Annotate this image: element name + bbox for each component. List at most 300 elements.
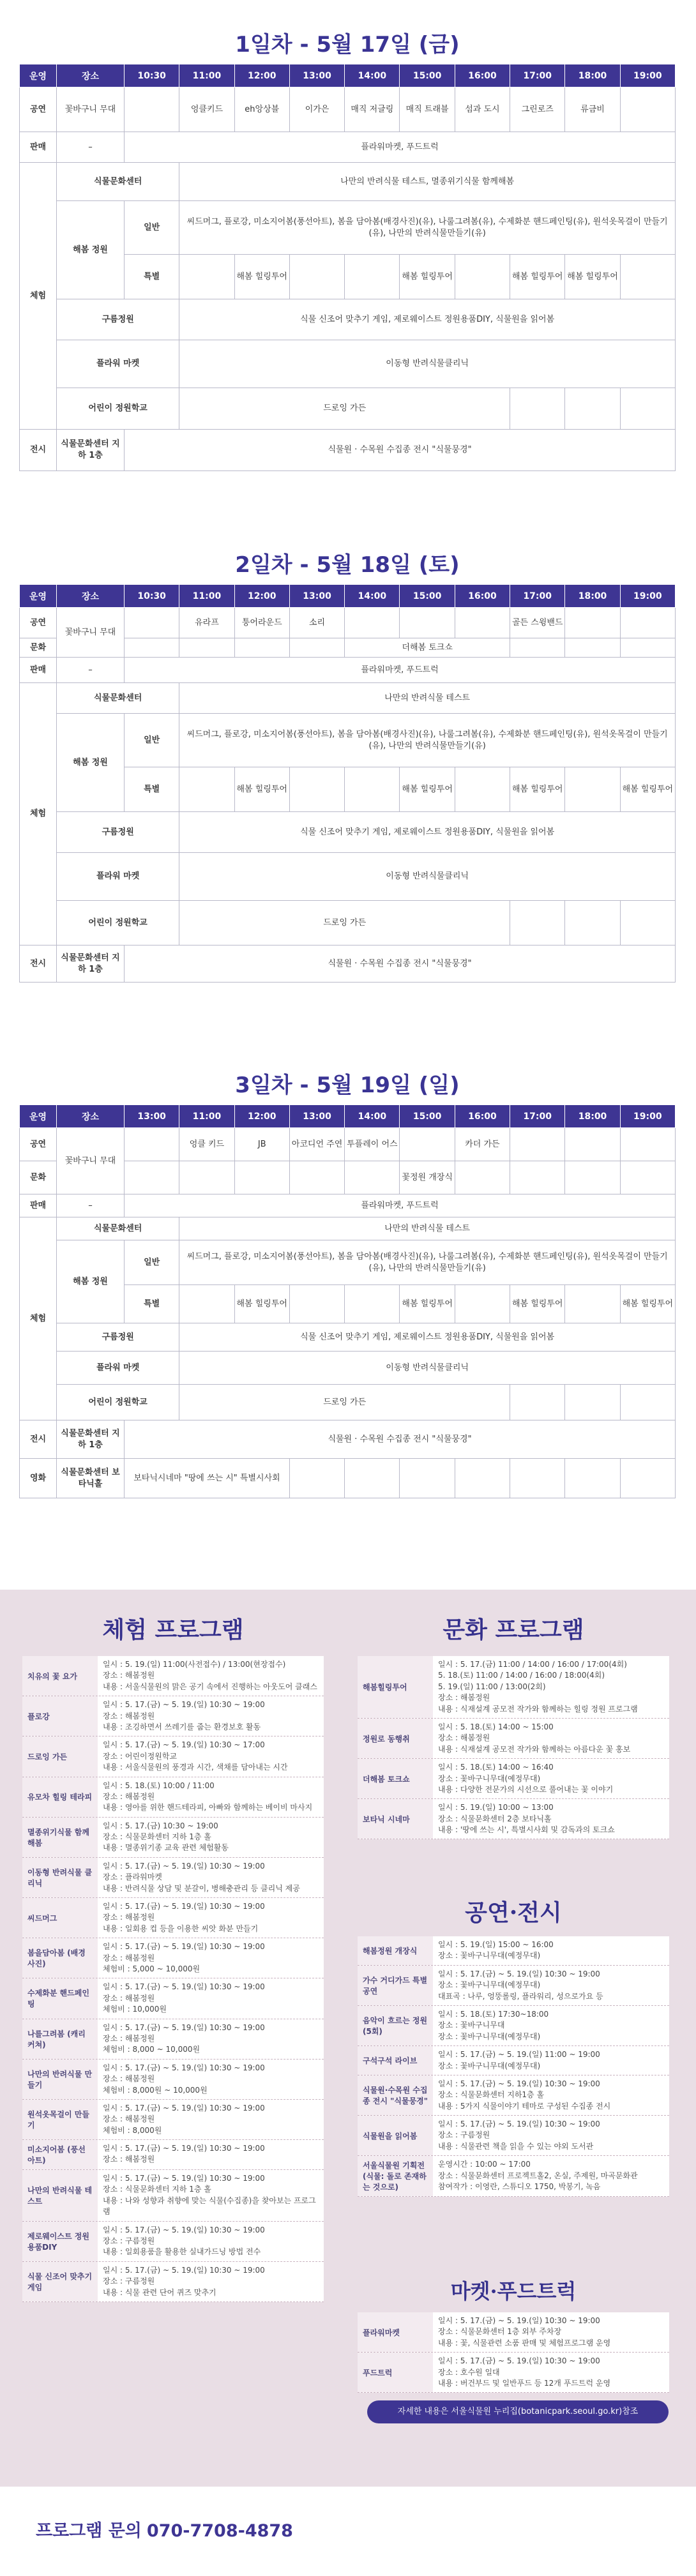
slot-cell [289,1161,344,1194]
program-detail: 일시 : 5. 17.(금) ~ 5. 19.(일) 10:30 ~ 19:00 장소 : 해봄정원 체험비 : 8,000원 ~ 10,000원 [103,2063,265,2095]
program-row [22,1777,324,1818]
col-header: 15:00 [400,1105,455,1128]
slot-cell: 해봄 힐링투어 [234,1285,289,1323]
table-row [20,1194,676,1217]
place-cell: – [57,1194,125,1217]
program-row [358,2006,669,2046]
slot-cell [234,638,289,658]
slot-cell [345,608,400,638]
place-cell: 식물문화센터 지하 1층 [57,1420,125,1459]
category-cell: 전시 [20,430,57,471]
program-name: 보타닉 시네마 [358,1799,433,1839]
category-cell: 판매 [20,132,57,163]
slot-cell [620,1385,675,1420]
span-cell: 식물원 · 수목원 수집종 전시 "식물뭉경" [125,430,676,471]
slot-cell: 이가은 [289,87,344,132]
category-cell: 체험 [20,1217,57,1420]
program-row [22,1736,324,1777]
slot-cell: 해봄 힐링투어 [234,767,289,812]
program-row [358,2075,669,2116]
table-header-row [20,1105,676,1128]
program-detail: 일시 : 5. 17.(금) ~ 5. 19.(일) 10:30 ~ 19:00 장소 : 해봄정원 체험비 : 8,000 ~ 10,000원 [103,2022,265,2054]
program-row [22,2100,324,2140]
col-header: 운영 [20,1105,57,1128]
place-cell: 식물문화센터 [57,683,179,714]
col-header: 19:00 [620,585,675,608]
col-header: 15:00 [400,585,455,608]
slot-cell [620,255,675,299]
col-header: 장소 [57,64,125,87]
slot-cell: 골든 스윙밴드 [510,608,565,638]
contact-line [36,2517,293,2542]
program-row [22,1858,324,1898]
col-header: 13:00 [289,585,344,608]
slot-cell [400,1459,455,1498]
slot-cell: 해봄 힐링투어 [510,255,565,299]
program-detail: 일시 : 5. 18.(토) 14:00 ~ 16:40 장소 : 꽃바구니무대(예정무대) 내용 : 다양한 전문가의 시선으로 풀어내는 꽃 이야기 [438,1763,614,1794]
slot-cell [455,767,510,812]
span-cell: 플라워마켓, 푸드트럭 [125,132,676,163]
span-cell: 드로잉 가든 [179,1385,510,1420]
program-name: 해봄정원 개장식 [358,1936,433,1965]
program-detail: 운영시간 : 10:00 ~ 17:00 장소 : 식물문화센터 프로젝트홀2, 온실, 주제원, 마곡문화관 참여작가 : 이영란, 스튜디오 1750, 박봉기, 녹음 [438,2160,638,2192]
col-header: 12:00 [234,585,289,608]
table-row [20,901,676,945]
slot-cell [565,767,620,812]
program-detail: 일시 : 5. 17.(금) ~ 5. 19.(일) 10:30 ~ 19:00 장소 : 해봄정원 체험비 : 5,000 ~ 10,000원 [103,1942,265,1973]
col-header: 18:00 [565,585,620,608]
place-cell: 식물문화센터 지하 1층 [57,430,125,471]
program-detail: 일시 : 5. 17.(금) ~ 5. 19.(일) 10:30 ~ 19:00 장소 : 해봄정원 내용 : 일회용 컵 등을 이용한 씨앗 화분 만들기 [103,1902,265,1933]
span-cell: 씨드머그, 플로강, 미소지어봄(풍선아트), 봄을 담아봄(배경사진)(유), 나룰그려봄(유), 수제화분 핸드페인팅(유), 원석옷목걸이 만들기(유), 나만의 반려식물만들기(유) [179,1240,676,1285]
program-row [22,2019,324,2060]
col-header: 10:30 [125,585,179,608]
category-cell: 영화 [20,1459,57,1498]
slot-cell: 해봄 힐링투어 [400,1285,455,1323]
program-row [22,2170,324,2222]
slot-cell [510,1128,565,1161]
program-name: 음악이 흐르는 정원(5회) [358,2006,433,2045]
performance-title: 공연·전시 [465,1899,562,1926]
table-row [20,1385,676,1420]
market-panel [358,2273,669,2394]
table-row [20,658,676,683]
slot-cell: 소리 [289,608,344,638]
table-row [20,1459,676,1498]
program-name: 더해봄 토크쇼 [358,1759,433,1798]
schedule-table [19,1104,676,1498]
span-cell: 식물원 · 수목원 수집종 전시 "식물뭉경" [125,1420,676,1459]
slot-cell [510,638,565,658]
slot-cell [565,608,620,638]
program-name: 푸드트럭 [358,2353,433,2392]
col-header: 13:00 [289,1105,344,1128]
col-header: 장소 [57,585,125,608]
program-row [358,2312,669,2353]
slot-cell: 해봄 힐링투어 [620,1285,675,1323]
table-row [20,1420,676,1459]
col-header: 17:00 [510,1105,565,1128]
slot-cell [620,1128,675,1161]
program-name: 드로잉 가든 [22,1736,98,1776]
col-header: 13:00 [289,64,344,87]
program-detail: 일시 : 5. 17.(금) ~ 5. 19.(일) 10:30 ~ 17:00 장소 : 어린이정원학교 내용 : 서울식물원의 풍경과 시간, 색채를 담아내는 시간 [103,1740,288,1772]
program-row [358,2353,669,2393]
slot-cell: 해봄 힐링투어 [400,255,455,299]
program-name: 식물 신조어 맞추기 게임 [22,2262,98,2301]
slot-cell [565,638,620,658]
col-header: 18:00 [565,64,620,87]
table-row [20,683,676,714]
program-detail: 일시 : 5. 17.(금) ~ 5. 19.(일) 10:30 ~ 19:00 장소 : 식물문화센터 지하1층 홀 내용 : 5가지 식물이야기 테마로 구성된 수집종 전시 [438,2079,611,2111]
slot-cell [289,255,344,299]
program-row [358,1759,669,1799]
program-detail: 일시 : 5. 17.(금) ~ 5. 19.(일) 10:30 ~ 19:00 장소 : 꽃바구니무대(예정무대) 대표곡 : 나루, 엉뚱롤링, 플라워리, 성으로가요 등 [438,1969,603,2001]
slot-cell [400,1128,455,1161]
contact-label: 프로그램 문의 [36,2521,142,2541]
slot-cell: 류금비 [565,87,620,132]
place-cell: 식물문화센터 지하 1층 [57,945,125,983]
span-cell: 식물 신조어 맞추기 게임, 제로웨이스트 정원용품DIY, 식물원을 읽어봄 [179,1323,676,1352]
col-header: 운영 [20,64,57,87]
col-header: 17:00 [510,585,565,608]
table-row [20,812,676,853]
slot-cell [510,901,565,945]
program-row [358,2046,669,2075]
col-header: 10:30 [125,64,179,87]
program-row [22,2060,324,2100]
col-header: 16:00 [455,64,510,87]
slot-cell [455,255,510,299]
category-cell: 판매 [20,658,57,683]
slot-cell: 해봄 힐링투어 [510,1285,565,1323]
program-detail: 일시 : 5. 18.(토) 10:00 / 11:00 장소 : 해봄정원 내용 : 영아를 위한 핸드테라피, 아빠와 함께하는 베이비 마사지 [103,1781,313,1812]
contact-phone: 070-7708-4878 [146,2521,293,2541]
day-title: 1일차 - 5월 17일 (금) [235,32,460,57]
slot-cell: 해봄 힐링투어 [565,255,620,299]
program-name: 플로강 [22,1696,98,1736]
program-row [22,1818,324,1858]
slot-cell [289,638,344,658]
program-name: 수제화분 핸드페인팅 [22,1978,98,2018]
program-row [358,1799,669,1839]
program-detail: 일시 : 5. 17.(금) ~ 5. 19.(일) 10:30 ~ 19:00 장소 : 플라워마켓 내용 : 반려식물 상담 및 분갈이, 병해충관리 등 클리닉 제공 [103,1861,300,1893]
category-cell: 체험 [20,163,57,430]
performance-list [358,1936,669,2197]
place-cell: 구름정원 [57,812,179,853]
slot-cell [234,1161,289,1194]
program-name: 원석옷목걸이 만들기 [22,2100,98,2139]
program-name: 정원로 동행취 [358,1719,433,1758]
program-row [22,2262,324,2302]
category-cell: 공연 [20,87,57,132]
program-name: 구석구석 라이브 [358,2046,433,2075]
col-header: 11:00 [179,1105,234,1128]
place-cell: 어린이 정원학교 [57,1385,179,1420]
place-cell: 식물문화센터 [57,163,179,201]
day2-schedule [19,546,676,983]
slot-cell [565,901,620,945]
place-cell: 꽃바구니 무대 [57,608,125,658]
slot-cell [345,1285,400,1323]
col-header: 14:00 [345,585,400,608]
slot-cell: 섬과 도시 [455,87,510,132]
col-header: 19:00 [620,1105,675,1128]
slot-cell: 엉클키드 [179,87,234,132]
slot-cell [289,1459,344,1498]
place-cell: 해봄 정원 [57,714,125,812]
span-cell: 이동형 반려식물클리닉 [179,853,676,901]
place-cell: 어린이 정원학교 [57,388,179,430]
slot-cell [179,767,234,812]
col-header: 13:00 [125,1105,179,1128]
place-cell: 일반 [125,1240,179,1285]
place-cell: 어린이 정원학교 [57,901,179,945]
slot-cell [510,388,565,430]
slot-cell: 유라프 [179,608,234,638]
program-detail: 일시 : 5. 17.(금) ~ 5. 19.(일) 10:30 ~ 19:00 장소 : 구름정원 내용 : 식물 관련 단어 퀴즈 맞추기 [103,2265,265,2297]
table-row [20,163,676,201]
slot-cell [400,608,455,638]
slot-cell [125,608,179,638]
span-cell: 씨드머그, 플로강, 미소지어봄(풍선아트), 봄을 담아봄(배경사진)(유), 나룰그려봄(유), 수제화분 핸드페인팅(유), 원석옷목걸이 만들기(유), 나만의 반려식물만들기(유) [179,714,676,767]
slot-cell: eh앙상블 [234,87,289,132]
program-row [358,1966,669,2006]
program-name: 식물원·수목원 수집종 전시 "식물뭉경" [358,2075,433,2115]
category-cell: 공연 [20,608,57,638]
col-header: 11:00 [179,64,234,87]
slot-cell: 해봄 힐링투어 [510,767,565,812]
program-detail: 일시 : 5. 18.(토) 14:00 ~ 15:00 장소 : 해봄정원 내용 : 식재설계 공모전 작가와 함께하는 아름다운 꽃 홍보 [438,1722,631,1754]
place-cell: – [57,132,125,163]
slot-cell [179,1161,234,1194]
table-row [20,853,676,901]
slot-cell [620,1459,675,1498]
program-row [358,2116,669,2156]
col-header: 14:00 [345,1105,400,1128]
slot-cell [510,1385,565,1420]
program-name: 멸종위기식물 함께해봄 [22,1818,98,1857]
col-header: 장소 [57,1105,125,1128]
slot-cell: 엉클 키드 [179,1128,234,1161]
slot-cell [565,1161,620,1194]
col-header: 16:00 [455,585,510,608]
slot-cell [620,388,675,430]
program-row [358,1656,669,1719]
col-header: 17:00 [510,64,565,87]
program-detail: 일시 : 5. 19.(일) 11:00(사전접수) / 13:00(현장접수) 장소 : 해봄정원 내용 : 서울식물원의 맑은 공기 속에서 진행하는 아웃도어 클래스 [103,1660,317,1691]
program-row [358,2156,669,2197]
day-title: 3일차 - 5월 19일 (일) [235,1073,460,1098]
table-header-row [20,64,676,87]
program-detail: 일시 : 5. 17.(금) ~ 5. 19.(일) 10:30 ~ 19:00 장소 : 구름정원 내용 : 식물관련 책을 읽을 수 있는 야외 도서관 [438,2120,600,2151]
place-cell: 플라워 마켓 [57,853,179,901]
experience-program-title: 체험 프로그램 [102,1616,244,1643]
slot-cell: 아코디언 주연 [289,1128,344,1161]
slot-cell [345,767,400,812]
place-cell: 일반 [125,201,179,255]
slot-cell [565,1459,620,1498]
slot-cell [289,767,344,812]
place-cell: 구름정원 [57,299,179,340]
program-detail: 일시 : 5. 17.(금) 11:00 / 14:00 / 16:00 / 17:00(4회) 5. 18.(토) 11:00 / 14:00 / 16:00 / 18:00(4회) 5. 19.(일) 11:00 / 13:00(2회) 장소 : 해봄정원 내용 : 식재설계 공모전 작가와 함께하는 힐링 정원 프로그램 [438,1660,638,1714]
table-row [20,1323,676,1352]
program-row [22,1656,324,1696]
program-name: 식물원을 읽어봄 [358,2116,433,2155]
slot-cell [455,1161,510,1194]
slot-cell [345,1161,400,1194]
program-row [22,1978,324,2019]
program-row [358,1719,669,1759]
program-name: 이동형 반려식물 클리닉 [22,1858,98,1897]
program-detail: 일시 : 5. 19.(일) 15:00 ~ 16:00 장소 : 꽃바구니무대(예정무대) [438,1940,554,1961]
table-row [20,1217,676,1240]
slot-cell: 꽃정원 개장식 [400,1161,455,1194]
category-cell: 문화 [20,638,57,658]
program-detail: 일시 : 5. 17.(금) ~ 5. 19.(일) 10:30 ~ 19:00 장소 : 구름정원 내용 : 일회용품을 활용한 실내가드닝 방법 전수 [103,2225,265,2257]
slot-cell [179,638,234,658]
slot-cell [565,1285,620,1323]
program-name: 나를그려봄 (캐리커쳐) [22,2019,98,2059]
market-list [358,2312,669,2393]
slot-cell: 해봄 힐링투어 [400,767,455,812]
slot-cell [510,1161,565,1194]
span-cell: 나만의 반려식물 테스트 [179,683,676,714]
culture-program-title: 문화 프로그램 [443,1616,584,1643]
program-row [22,1696,324,1736]
category-cell: 문화 [20,1161,57,1194]
program-detail: 일시 : 5. 17.(금) ~ 5. 19.(일) 10:30 ~ 19:00 장소 : 해봄정원 내용 : 조깅하면서 쓰레기를 줍는 환경보호 활동 [103,1700,265,1731]
span-cell: 더해봄 토크쇼 [345,638,510,658]
slot-cell [620,608,675,638]
slot-cell [510,1459,565,1498]
place-cell: 해봄 정원 [57,201,125,299]
program-name: 봄을담아봄 (배경사진) [22,1938,98,1978]
slot-cell: 퉁어라운드 [234,608,289,638]
span-cell: 이동형 반려식물클리닉 [179,340,676,388]
culture-program-panel [358,1609,669,1890]
col-header: 16:00 [455,1105,510,1128]
span-cell: 플라워마켓, 푸드트럭 [125,1194,676,1217]
program-detail: 일시 : 5. 17.(금) ~ 5. 19.(일) 10:30 ~ 19:00 장소 : 해봄정원 체험비 : 10,000원 [103,1982,265,2014]
program-name: 가수 거디가드 특별공연 [358,1966,433,2005]
slot-cell: 해봄 힐링투어 [620,767,675,812]
place-cell: – [57,658,125,683]
table-row [20,945,676,983]
place-cell: 플라워 마켓 [57,340,179,388]
table-row [20,714,676,767]
day3-schedule [19,1066,676,1498]
program-name: 제로웨이스트 정원용품DIY [22,2222,98,2261]
slot-cell [620,638,675,658]
table-row [20,201,676,255]
schedule-table [19,64,676,471]
slot-cell [125,638,179,658]
place-cell: 식물문화센터 보타닉홀 [57,1459,125,1498]
place-cell: 해봄 정원 [57,1240,125,1323]
program-row [22,1898,324,1938]
col-header: 15:00 [400,64,455,87]
slot-cell [565,388,620,430]
table-row [20,430,676,471]
place-cell: 플라워 마켓 [57,1352,179,1385]
span-cell: 이동형 반려식물클리닉 [179,1352,676,1385]
place-cell: 특별 [125,1285,179,1323]
slot-cell [455,1459,510,1498]
program-name: 미소지어봄 (풍선아트) [22,2140,98,2169]
program-detail: 일시 : 5. 17.(금) ~ 5. 19.(일) 11:00 ~ 19:00 장소 : 꽃바구니무대(예정무대) [438,2050,600,2070]
program-detail: 일시 : 5. 18.(토) 17:30~18:00 장소 : 꽃바구니무대 장소 : 꽃바구니무대(예정무대) [438,2009,549,2041]
slot-cell: 해봄 힐링투어 [234,255,289,299]
category-cell: 전시 [20,945,57,983]
program-row [358,1936,669,1966]
span-cell: 식물 신조어 맞추기 게임, 제로웨이스트 정원용품DIY, 식물원을 읽어봄 [179,299,676,340]
experience-list [22,1656,324,2302]
slot-cell [620,901,675,945]
slot-cell [345,1459,400,1498]
col-header: 18:00 [565,1105,620,1128]
table-row [20,388,676,430]
table-row [20,299,676,340]
program-row [22,1938,324,1978]
slot-cell [345,255,400,299]
col-header: 19:00 [620,64,675,87]
slot-cell: 투플레이 어스 [345,1128,400,1161]
program-name: 나만의 반려식물 만들기 [22,2060,98,2099]
program-name: 씨드머그 [22,1898,98,1938]
slot-cell [289,1285,344,1323]
table-row [20,340,676,388]
span-cell: 드로잉 가든 [179,388,510,430]
span-cell: 식물 신조어 맞추기 게임, 제로웨이스트 정원용품DIY, 식물원을 읽어봄 [179,812,676,853]
program-detail: 일시 : 5. 17.(금) 10:30 ~ 19:00 장소 : 식물문화센터 지하 1층 홀 내용 : 멸종위기종 교육 관련 체험활동 [103,1821,229,1853]
program-name: 해봄힐링투어 [358,1656,433,1718]
program-detail: 일시 : 5. 17.(금) ~ 5. 19.(일) 10:30 ~ 19:00 장소 : 식물문화센터 1층 외부 주차장 내용 : 꽃, 식물관련 소품 판매 및 체험프로그램 운영 [438,2316,611,2347]
col-header: 운영 [20,585,57,608]
span-cell: 플라워마켓, 푸드트럭 [125,658,676,683]
program-name: 치유의 꽃 요가 [22,1656,98,1696]
program-name: 유모차 힐링 테라피 [22,1777,98,1817]
performance-panel [358,1890,669,2254]
slot-cell [565,1385,620,1420]
table-row [20,1128,676,1161]
culture-list [358,1656,669,1839]
experience-program-panel [22,1609,324,2477]
table-row [20,608,676,638]
slot-cell [179,1285,234,1323]
span-cell: 보타닉시네마 "땅에 쓰는 시" 특별시사회 [125,1459,290,1498]
program-detail: 일시 : 5. 19.(일) 10:00 ~ 13:00 장소 : 식물문화센터 2층 보타닉홀 내용 : '땅에 쓰는 시', 특별시사회 및 감독과의 토크쇼 [438,1803,615,1835]
day1-schedule [19,26,676,471]
span-cell: 드로잉 가든 [179,901,510,945]
span-cell: 나만의 반려식물 테스트, 멸종위기식물 함께해봄 [179,163,676,201]
place-cell: 식물문화센터 [57,1217,179,1240]
program-row [22,2222,324,2262]
slot-cell [620,1161,675,1194]
table-row [20,132,676,163]
category-cell: 체험 [20,683,57,945]
col-header: 12:00 [234,1105,289,1128]
day-title: 2일차 - 5월 18일 (토) [235,552,460,578]
program-row [22,2140,324,2170]
program-detail: 일시 : 5. 17.(금) ~ 5. 19.(일) 10:30 ~ 19:00 장소 : 해봄정원 [103,2144,265,2164]
category-cell: 전시 [20,1420,57,1459]
slot-cell: 매직 트래블 [400,87,455,132]
program-detail: 일시 : 5. 17.(금) ~ 5. 19.(일) 10:30 ~ 19:00 장소 : 해봄정원 체험비 : 8,000원 [103,2103,265,2135]
slot-cell [179,255,234,299]
program-name: 플라워마켓 [358,2312,433,2352]
span-cell: 식물원 · 수목원 수집종 전시 "식물뭉경" [125,945,676,983]
